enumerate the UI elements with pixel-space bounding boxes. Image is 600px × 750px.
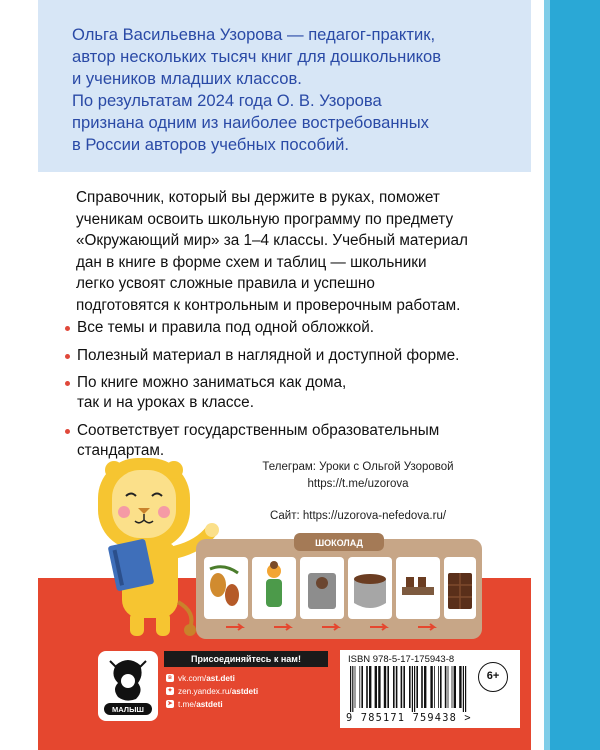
author-bio-box [38, 0, 531, 172]
bullet-dot-icon [65, 326, 70, 331]
barcode-bar [463, 666, 464, 712]
barcode-icon [348, 666, 488, 712]
barcode-bar [384, 666, 386, 708]
social-prefix: t.me/ [178, 699, 197, 709]
description-line: подготовятся к контрольным и проверочным работам. [76, 296, 461, 314]
vk-icon: в [166, 674, 174, 682]
social-link-zen[interactable] [166, 685, 336, 697]
strip-label: ШОКОЛАД [315, 538, 363, 548]
barcode-bar [378, 666, 380, 708]
barcode-bar [403, 666, 405, 708]
bullet-dot-icon [65, 429, 70, 434]
barcode-bar [393, 666, 395, 708]
spine-stripe [544, 0, 600, 750]
chocolate-process-illustration [196, 533, 482, 643]
bio-line: признана одним из наиболее востребованных [72, 113, 429, 132]
barcode-bar [352, 666, 353, 712]
zen-icon: ✦ [167, 688, 173, 694]
feature-list [65, 318, 525, 468]
barcode-bar [440, 666, 442, 708]
barcode-bar [387, 666, 389, 708]
feature-text: По книге можно заниматься как дома, [77, 374, 347, 391]
barcode-bar [355, 666, 356, 708]
join-us-label: Присоединяйтесь к нам! [164, 651, 328, 667]
description-line: ученикам освоить школьную программу по предмету [76, 210, 454, 228]
isbn-text: ISBN 978-5-17-175943-8 [348, 654, 455, 665]
telegram-icon: ➤ [167, 701, 173, 707]
publisher-name: МАЛЫШ [112, 705, 144, 714]
social-prefix: vk.com/ [178, 673, 207, 683]
barcode-number: 9 785171 759438 > [346, 712, 472, 724]
author-contacts [218, 459, 498, 525]
feature-text: так и на уроках в классе. [77, 394, 254, 411]
feature-text: Полезный материал в наглядной и доступной форме. [77, 346, 460, 364]
barcode-bar [434, 666, 435, 708]
age-rating-badge: 6+ [478, 662, 508, 692]
publisher-logo [98, 651, 158, 721]
barcode-bar [452, 666, 453, 708]
barcode-bar [401, 666, 403, 708]
description-line: легко усвоят сложные правила и успешно [76, 275, 375, 292]
bullet-dot-icon [65, 381, 70, 386]
barcode-bar [459, 666, 461, 708]
feature-text: Все темы и правила под одной обложкой. [77, 319, 375, 336]
barcode-bar [369, 666, 371, 708]
feature-text: стандартам. [77, 441, 165, 459]
telegram-label: Телеграм: Уроки с Ольгой Узоровой [262, 461, 454, 473]
barcode-bar [430, 666, 432, 708]
cover-content [38, 0, 531, 750]
barcode-bar [375, 666, 377, 708]
barcode-bar [359, 666, 360, 708]
social-prefix: zen.yandex.ru/ [178, 686, 232, 696]
feature-item [65, 318, 525, 338]
barcode-bar [438, 666, 439, 708]
social-handle: ast.deti [206, 673, 235, 683]
telegram-link[interactable]: https://t.me/uzorova [307, 478, 409, 490]
barcode-bar [412, 666, 413, 712]
barcode-bar [396, 666, 398, 708]
barcode-bar [409, 666, 411, 708]
book-description [76, 187, 516, 316]
malysh-logo-icon [98, 651, 158, 721]
barcode-bar [445, 666, 447, 708]
barcode-bar [414, 666, 415, 712]
barcode-bar [465, 666, 466, 712]
feature-item [65, 346, 525, 366]
description-line: Справочник, который вы держите в руках, поможет [76, 189, 440, 206]
bio-line: и учеников младших классов. [72, 69, 302, 88]
bullet-dot-icon [65, 354, 70, 359]
feature-item [65, 373, 525, 413]
social-handle: astdeti [196, 699, 223, 709]
barcode-bar [366, 666, 368, 708]
social-handle: astdeti [231, 686, 259, 696]
bio-line: Ольга Васильевна Узорова — педагог-практик, [72, 25, 436, 44]
bio-line: автор нескольких тысяч книг для дошкольников [72, 47, 442, 66]
barcode-bar [416, 666, 418, 708]
bio-line: По результатам 2024 года О. В. Узорова [72, 91, 382, 110]
description-line: «Окружающий мир» за 1–4 классы. Учебный материал [76, 232, 468, 249]
social-link-telegram[interactable] [166, 698, 336, 710]
social-link-vk[interactable] [166, 672, 336, 684]
barcode-bar [424, 666, 426, 708]
barcode-bar [454, 666, 456, 708]
barcode-bar [361, 666, 363, 708]
barcode-bar [421, 666, 423, 708]
bio-line: в России авторов учебных пособий. [72, 135, 350, 154]
website-link[interactable]: Сайт: https://uzorova-nefedova.ru/ [269, 510, 447, 522]
social-links [166, 672, 336, 711]
feature-text: Соответствует государственным образовательным [77, 421, 440, 439]
barcode-bar [448, 666, 449, 708]
barcode-bar [350, 666, 351, 712]
description-line: дан в книге в форме схем и таблиц — школьники [76, 253, 427, 271]
